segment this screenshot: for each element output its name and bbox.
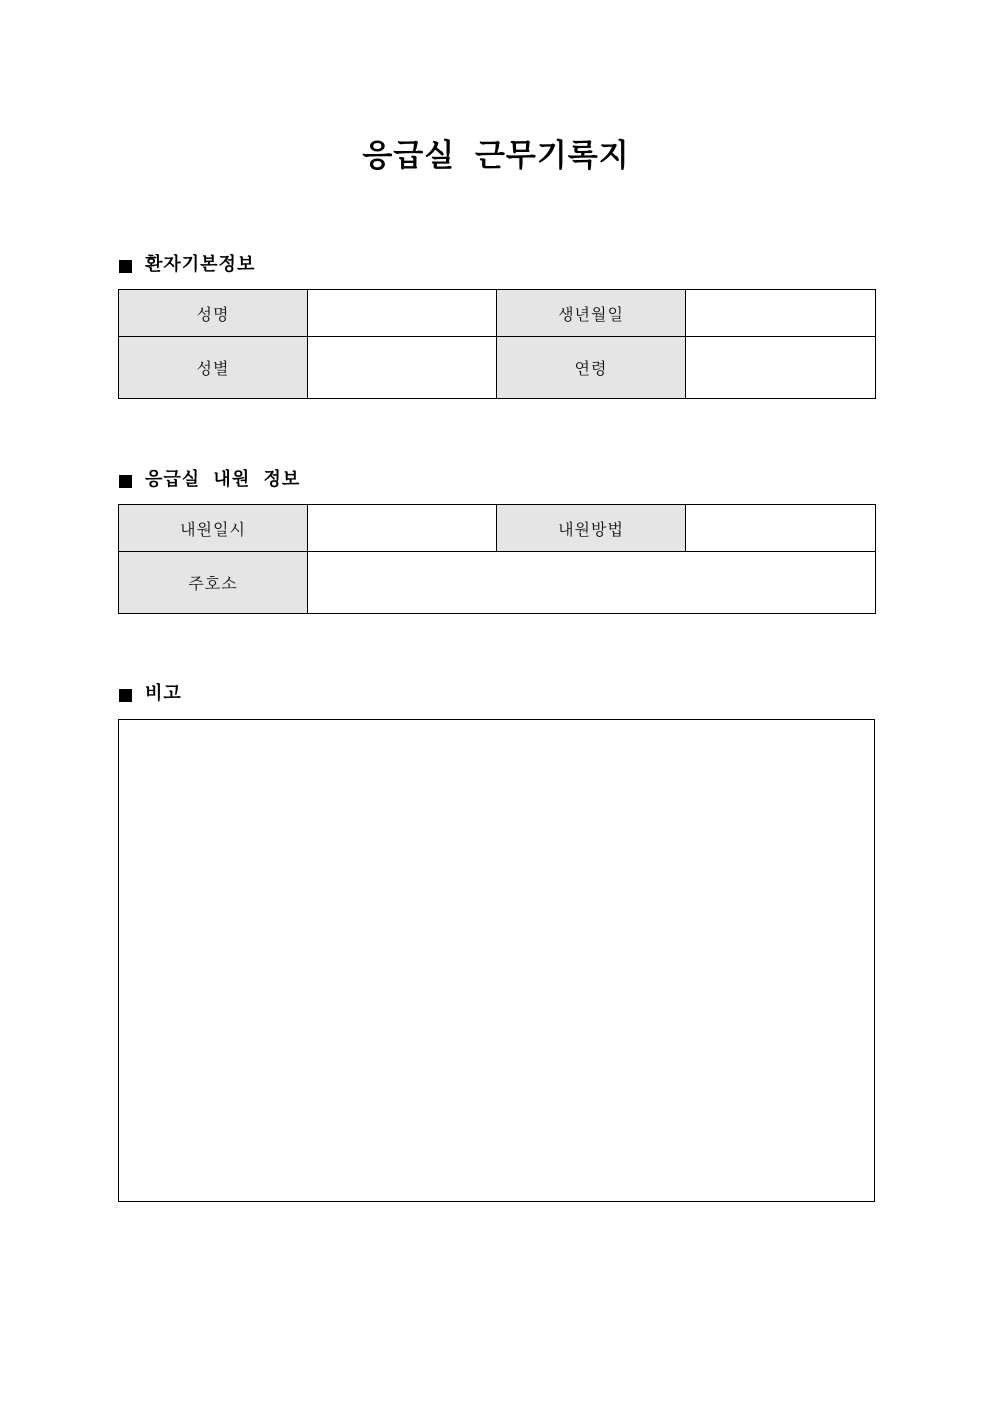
table-row xyxy=(119,337,876,399)
remarks-field[interactable] xyxy=(118,719,875,1202)
name-field[interactable] xyxy=(308,290,497,337)
label-name: 성명 xyxy=(119,290,308,337)
section-heading-visit-info xyxy=(119,468,300,492)
table-row xyxy=(119,505,876,552)
label-birthdate: 생년월일 xyxy=(497,290,686,337)
sex-field[interactable] xyxy=(308,337,497,399)
patient-info-table xyxy=(118,289,876,399)
section-heading-remarks xyxy=(119,682,182,706)
table-row xyxy=(119,552,876,614)
label-sex: 성별 xyxy=(119,337,308,399)
chief-complaint-field[interactable] xyxy=(308,552,876,614)
visit-datetime-field[interactable] xyxy=(308,505,497,552)
label-chief-complaint: 주호소 xyxy=(119,552,308,614)
visit-method-field[interactable] xyxy=(686,505,876,552)
section-heading-label: 비고 xyxy=(145,683,182,704)
visit-info-table xyxy=(118,504,876,614)
label-visit-datetime: 내원일시 xyxy=(119,505,308,552)
birthdate-field[interactable] xyxy=(686,290,876,337)
age-field[interactable] xyxy=(686,337,876,399)
section-heading-patient-info xyxy=(119,253,255,277)
section-heading-label: 응급실 내원 정보 xyxy=(145,469,301,490)
label-age: 연령 xyxy=(497,337,686,399)
square-bullet-icon xyxy=(119,689,132,702)
label-visit-method: 내원방법 xyxy=(497,505,686,552)
square-bullet-icon xyxy=(119,475,132,488)
page-title: 응급실 근무기록지 xyxy=(362,138,630,174)
section-heading-label: 환자기본정보 xyxy=(145,254,256,275)
table-row xyxy=(119,290,876,337)
square-bullet-icon xyxy=(119,260,132,273)
